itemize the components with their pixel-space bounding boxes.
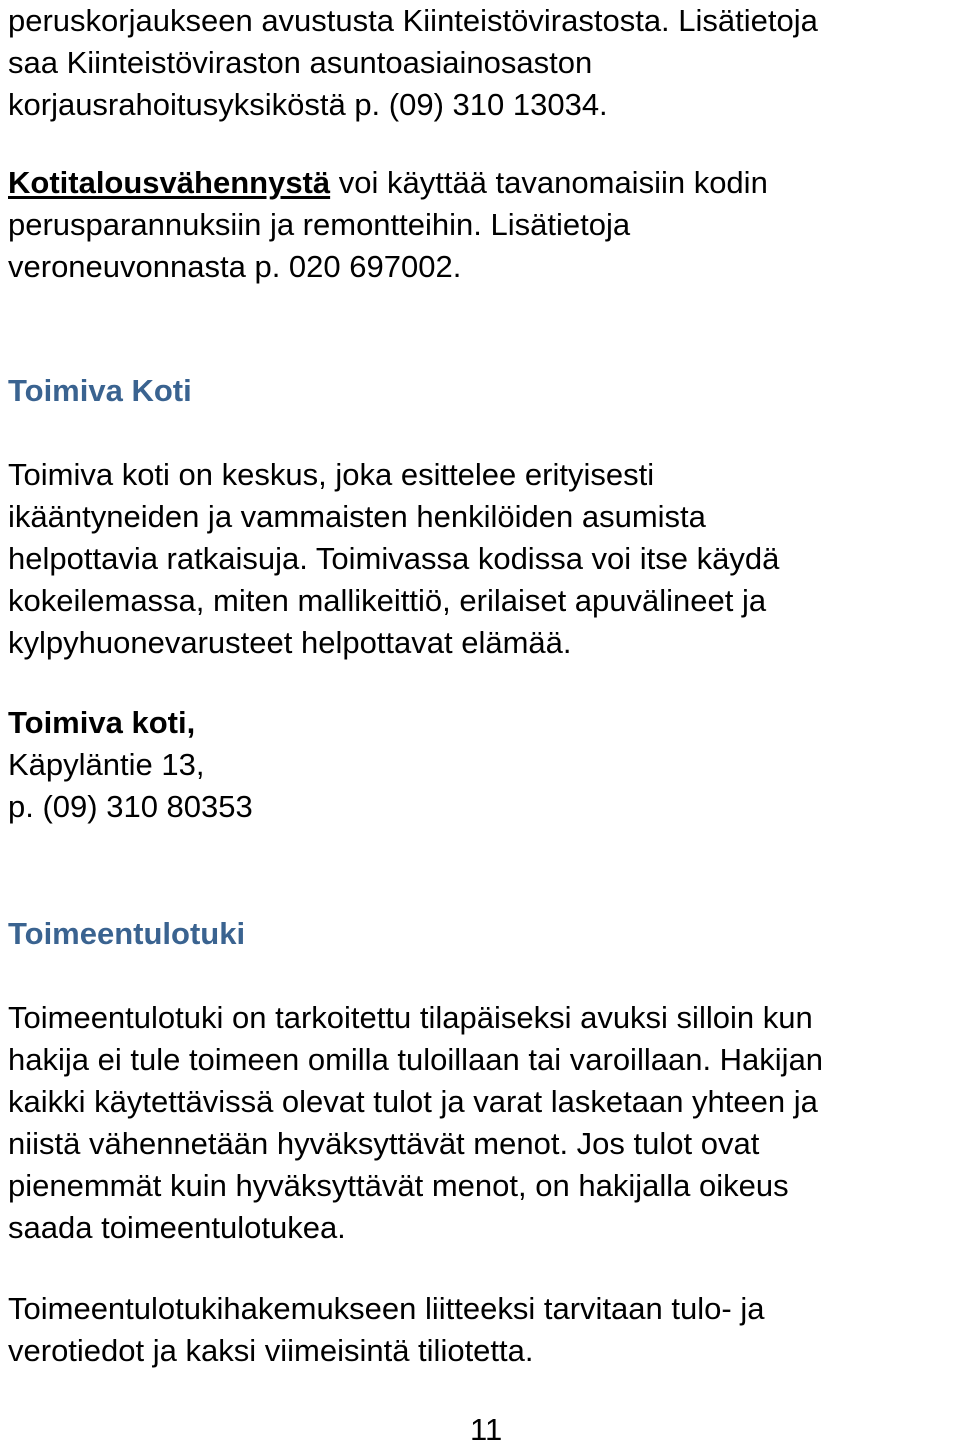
text-fragment: voi käyttää tavanomaisiin kodin bbox=[330, 165, 768, 200]
toimeentulotuki-description bbox=[8, 997, 823, 1249]
text-line: saada toimeentulotukea. bbox=[8, 1210, 346, 1245]
text-line: kokeilemassa, miten mallikeittiö, erilaiset apuvälineet ja bbox=[8, 583, 767, 618]
text-line: hakija ei tule toimeen omilla tuloillaan tai varoillaan. Hakijan bbox=[8, 1042, 824, 1077]
text-line: peruskorjaukseen avustusta Kiinteistövirastosta. Lisätietoja bbox=[8, 3, 818, 38]
text-line: ikääntyneiden ja vammaisten henkilöiden asumista bbox=[8, 499, 706, 534]
text-line: verotiedot ja kaksi viimeisintä tiliotetta. bbox=[8, 1333, 534, 1368]
text-line: korjausrahoitusyksiköstä p. (09) 310 13034. bbox=[8, 87, 608, 122]
toimiva-koti-description bbox=[8, 454, 779, 664]
text-line: pienemmät kuin hyväksyttävät menot, on hakijalla oikeus bbox=[8, 1168, 789, 1203]
text-line: kylpyhuonevarusteet helpottavat elämää. bbox=[8, 625, 572, 660]
renovation-grant-paragraph bbox=[8, 0, 818, 126]
contact-phone: p. (09) 310 80353 bbox=[8, 789, 253, 824]
toimeentulotuki-attachments bbox=[8, 1288, 764, 1372]
text-line: helpottavia ratkaisuja. Toimivassa kodissa voi itse käydä bbox=[8, 541, 780, 576]
text-line: kaikki käytettävissä olevat tulot ja varat lasketaan yhteen ja bbox=[8, 1084, 818, 1119]
text-line: niistä vähennetään hyväksyttävät menot. Jos tulot ovat bbox=[8, 1126, 760, 1161]
household-deduction-paragraph bbox=[8, 162, 768, 288]
page-number: 11 bbox=[470, 1412, 503, 1447]
text-line: saa Kiinteistöviraston asuntoasiainosaston bbox=[8, 45, 593, 80]
household-deduction-term: Kotitalousvähennystä bbox=[8, 165, 331, 200]
text-line: veroneuvonnasta p. 020 697002. bbox=[8, 249, 462, 284]
text-line bbox=[8, 162, 768, 204]
section-heading-toimeentulotuki: Toimeentulotuki bbox=[8, 916, 246, 951]
section-heading-toimiva-koti: Toimiva Koti bbox=[8, 373, 192, 408]
text-line: Toimeentulotuki on tarkoitettu tilapäiseksi avuksi silloin kun bbox=[8, 1000, 813, 1035]
text-line: Toimeentulotukihakemukseen liitteeksi tarvitaan tulo- ja bbox=[8, 1291, 765, 1326]
contact-address: Käpyläntie 13, bbox=[8, 747, 205, 782]
text-line: perusparannuksiin ja remontteihin. Lisätietoja bbox=[8, 207, 631, 242]
contact-name: Toimiva koti, bbox=[8, 705, 196, 740]
text-line: Toimiva koti on keskus, joka esittelee erityisesti bbox=[8, 457, 655, 492]
toimiva-koti-contact bbox=[8, 702, 253, 828]
